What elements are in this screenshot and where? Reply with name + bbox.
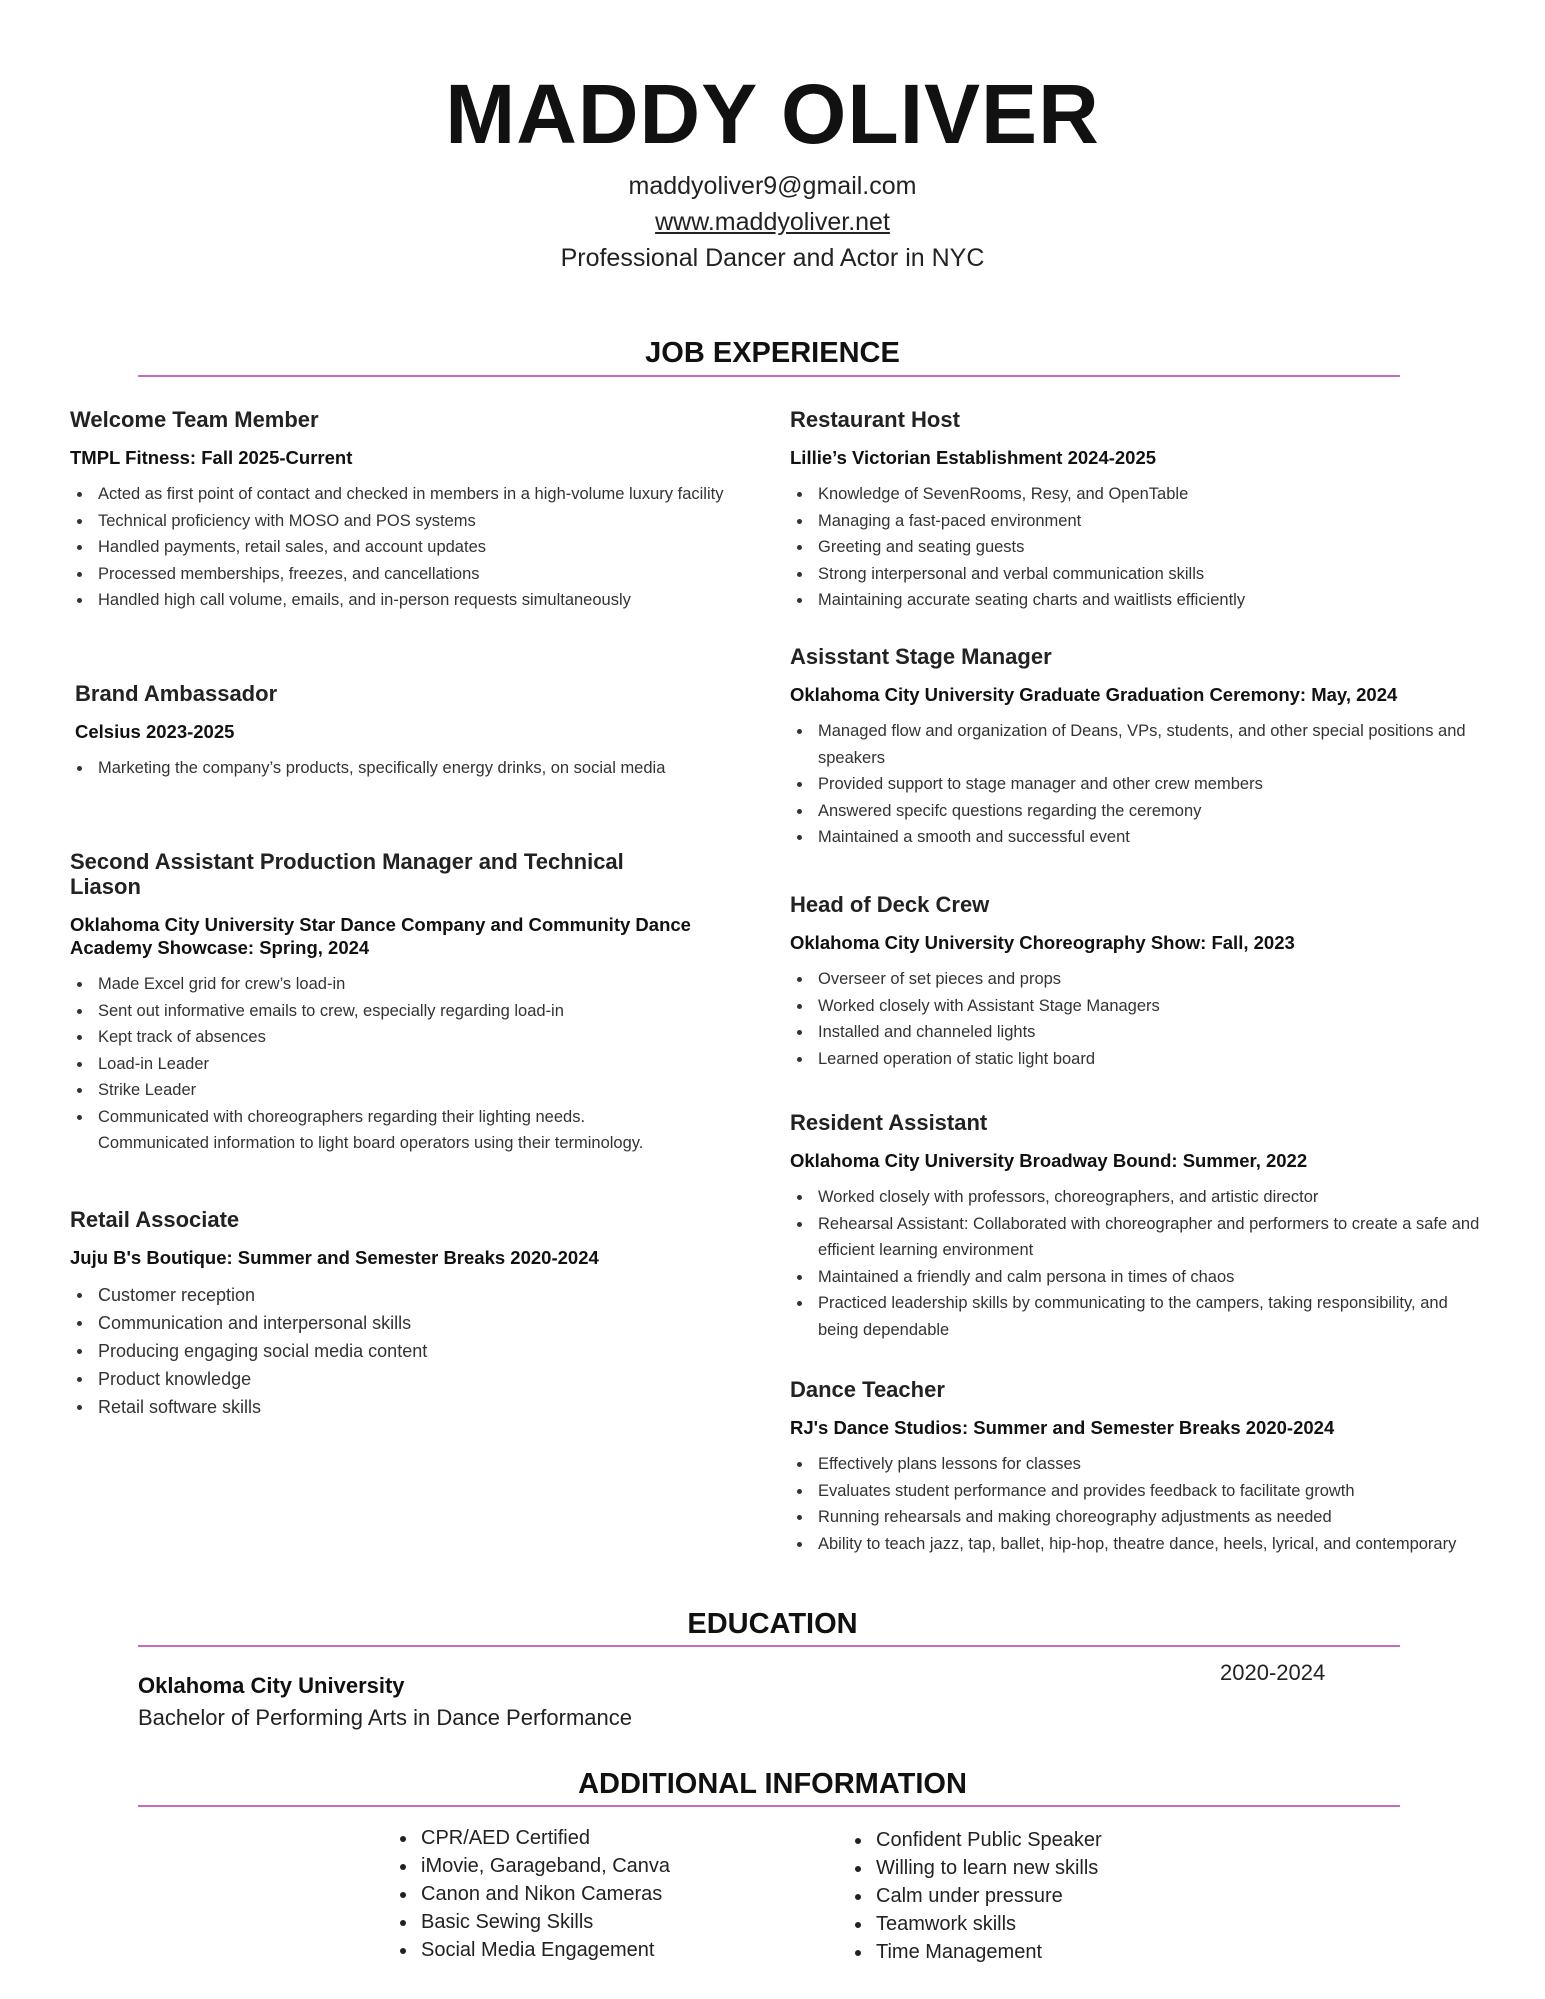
additional-item: Teamwork skills (848, 1910, 1248, 1938)
email-text: maddyoliver9@gmail.com (628, 172, 917, 200)
job-entry (790, 407, 1490, 614)
additional-item: Time Management (848, 1938, 1248, 1966)
job-bullets (790, 1451, 1490, 1557)
tagline: Professional Dancer and Actor in NYC (560, 244, 985, 272)
job-title: Welcome Team Member (70, 407, 319, 432)
job-title: Brand Ambassador (75, 681, 278, 706)
job-bullet: Rehearsal Assistant: Collaborated with choreographer and performers to create a safe and efficient learning environment (790, 1211, 1490, 1264)
job-bullet: Strike Leader (70, 1077, 700, 1104)
job-bullet: Handled payments, retail sales, and account updates (70, 534, 740, 561)
job-title: Restaurant Host (790, 407, 960, 432)
job-entry (790, 1110, 1490, 1343)
job-bullet: Worked closely with professors, choreographers, and artistic director (790, 1184, 1490, 1211)
education-years: 2020-2024 (1220, 1660, 1326, 1685)
additional-item: CPR/AED Certified (393, 1824, 793, 1852)
job-bullet: Load-in Leader (70, 1051, 700, 1078)
job-bullet: Acted as first point of contact and checked in members in a high-volume luxury facility (70, 481, 740, 508)
job-bullets (790, 718, 1490, 851)
job-bullet: Made Excel grid for crew’s load-in (70, 971, 700, 998)
job-bullet: Strong interpersonal and verbal communication skills (790, 561, 1490, 588)
education-degree: Bachelor of Performing Arts in Dance Performance (138, 1705, 633, 1730)
job-bullet: Provided support to stage manager and other crew members (790, 771, 1490, 798)
job-entry (790, 644, 1490, 851)
job-bullet: Maintained a friendly and calm persona in times of chaos (790, 1264, 1490, 1291)
job-bullet: Handled high call volume, emails, and in-person requests simultaneously (70, 587, 740, 614)
job-bullet: Retail software skills (70, 1393, 740, 1421)
job-bullet: Answered specifc questions regarding the ceremony (790, 798, 1490, 825)
education-school: Oklahoma City University (138, 1673, 405, 1698)
website-link[interactable]: www.maddyoliver.net (655, 208, 890, 236)
job-bullet: Product knowledge (70, 1365, 740, 1393)
job-entry (75, 681, 695, 782)
job-bullet: Practiced leadership skills by communicating to the campers, taking responsibility, and being dependable (790, 1290, 1490, 1343)
job-bullet: Worked closely with Assistant Stage Managers (790, 993, 1490, 1020)
additional-item: Confident Public Speaker (848, 1826, 1248, 1854)
job-bullet: Overseer of set pieces and props (790, 966, 1490, 993)
job-bullets (790, 481, 1490, 614)
section-divider (138, 375, 1400, 377)
job-organization: Oklahoma City University Choreography Show: Fall, 2023 (790, 932, 1295, 953)
job-bullet: Processed memberships, freezes, and cancellations (70, 561, 740, 588)
job-entry (790, 892, 1490, 1072)
education-heading: EDUCATION (687, 1608, 858, 1640)
job-entry (790, 1377, 1490, 1557)
job-title: Asisstant Stage Manager (790, 644, 1052, 669)
section-divider (138, 1645, 1400, 1647)
job-title: Retail Associate (70, 1207, 240, 1232)
job-bullet: Running rehearsals and making choreography adjustments as needed (790, 1504, 1490, 1531)
job-bullets (790, 966, 1490, 1072)
job-bullets (70, 481, 740, 614)
job-bullet: Marketing the company’s products, specifically energy drinks, on social media (70, 755, 695, 782)
job-bullets (70, 971, 700, 1157)
additional-list-left (393, 1824, 793, 1964)
job-bullet: Communication and interpersonal skills (70, 1309, 740, 1337)
additional-item: Social Media Engagement (393, 1936, 793, 1964)
job-bullet: Effectively plans lessons for classes (790, 1451, 1490, 1478)
job-bullets (70, 755, 695, 782)
job-bullets (790, 1184, 1490, 1343)
job-organization: Lillie’s Victorian Establishment 2024-2025 (790, 447, 1157, 468)
job-title: Resident Assistant (790, 1110, 988, 1135)
job-organization: RJ's Dance Studios: Summer and Semester Breaks 2020-2024 (790, 1417, 1335, 1438)
section-divider (138, 1805, 1400, 1807)
additional-item: Willing to learn new skills (848, 1854, 1248, 1882)
job-bullet: Managed flow and organization of Deans, VPs, students, and other special positions and speakers (790, 718, 1490, 771)
job-organization: Oklahoma City University Broadway Bound: Summer, 2022 (790, 1150, 1308, 1171)
job-bullet: Maintaining accurate seating charts and waitlists efficiently (790, 587, 1490, 614)
job-bullet: Evaluates student performance and provides feedback to facilitate growth (790, 1478, 1490, 1505)
additional-item: iMovie, Garageband, Canva (393, 1852, 793, 1880)
job-entry (70, 407, 740, 614)
job-bullet: Kept track of absences (70, 1024, 700, 1051)
job-bullet: Producing engaging social media content (70, 1337, 740, 1365)
job-entry (70, 849, 700, 1157)
additional-item: Calm under pressure (848, 1882, 1248, 1910)
job-title: Head of Deck Crew (790, 892, 990, 917)
job-organization: Oklahoma City University Star Dance Company and Community Dance Academy Showcase: Spring, 2024 (70, 914, 691, 958)
job-bullet: Greeting and seating guests (790, 534, 1490, 561)
job-bullet: Knowledge of SevenRooms, Resy, and OpenTable (790, 481, 1490, 508)
job-title: Dance Teacher (790, 1377, 945, 1402)
candidate-name: MADDY OLIVER (445, 67, 1100, 161)
job-title: Second Assistant Production Manager and Technical Liason (70, 849, 624, 899)
job-bullet: Managing a fast-paced environment (790, 508, 1490, 535)
job-bullets (70, 1281, 740, 1421)
job-organization: Oklahoma City University Graduate Graduation Ceremony: May, 2024 (790, 684, 1398, 705)
job-bullet: Customer reception (70, 1281, 740, 1309)
job-bullet: Technical proficiency with MOSO and POS systems (70, 508, 740, 535)
additional-info-heading: ADDITIONAL INFORMATION (578, 1768, 967, 1800)
job-bullet: Learned operation of static light board (790, 1046, 1490, 1073)
job-experience-heading: JOB EXPERIENCE (645, 337, 900, 369)
additional-item: Basic Sewing Skills (393, 1908, 793, 1936)
job-organization: TMPL Fitness: Fall 2025-Current (70, 447, 353, 468)
job-bullet: Ability to teach jazz, tap, ballet, hip-hop, theatre dance, heels, lyrical, and contemporary (790, 1531, 1490, 1558)
additional-item: Canon and Nikon Cameras (393, 1880, 793, 1908)
job-entry (70, 1207, 740, 1421)
job-bullet: Sent out informative emails to crew, especially regarding load-in (70, 998, 700, 1025)
job-organization: Juju B's Boutique: Summer and Semester Breaks 2020-2024 (70, 1247, 599, 1268)
job-bullet: Communicated with choreographers regarding their lighting needs. Communicated information to light board operators using their terminology. (70, 1104, 700, 1157)
job-organization: Celsius 2023-2025 (75, 721, 235, 742)
job-bullet: Maintained a smooth and successful event (790, 824, 1490, 851)
additional-list-right (848, 1826, 1248, 1966)
job-bullet: Installed and channeled lights (790, 1019, 1490, 1046)
